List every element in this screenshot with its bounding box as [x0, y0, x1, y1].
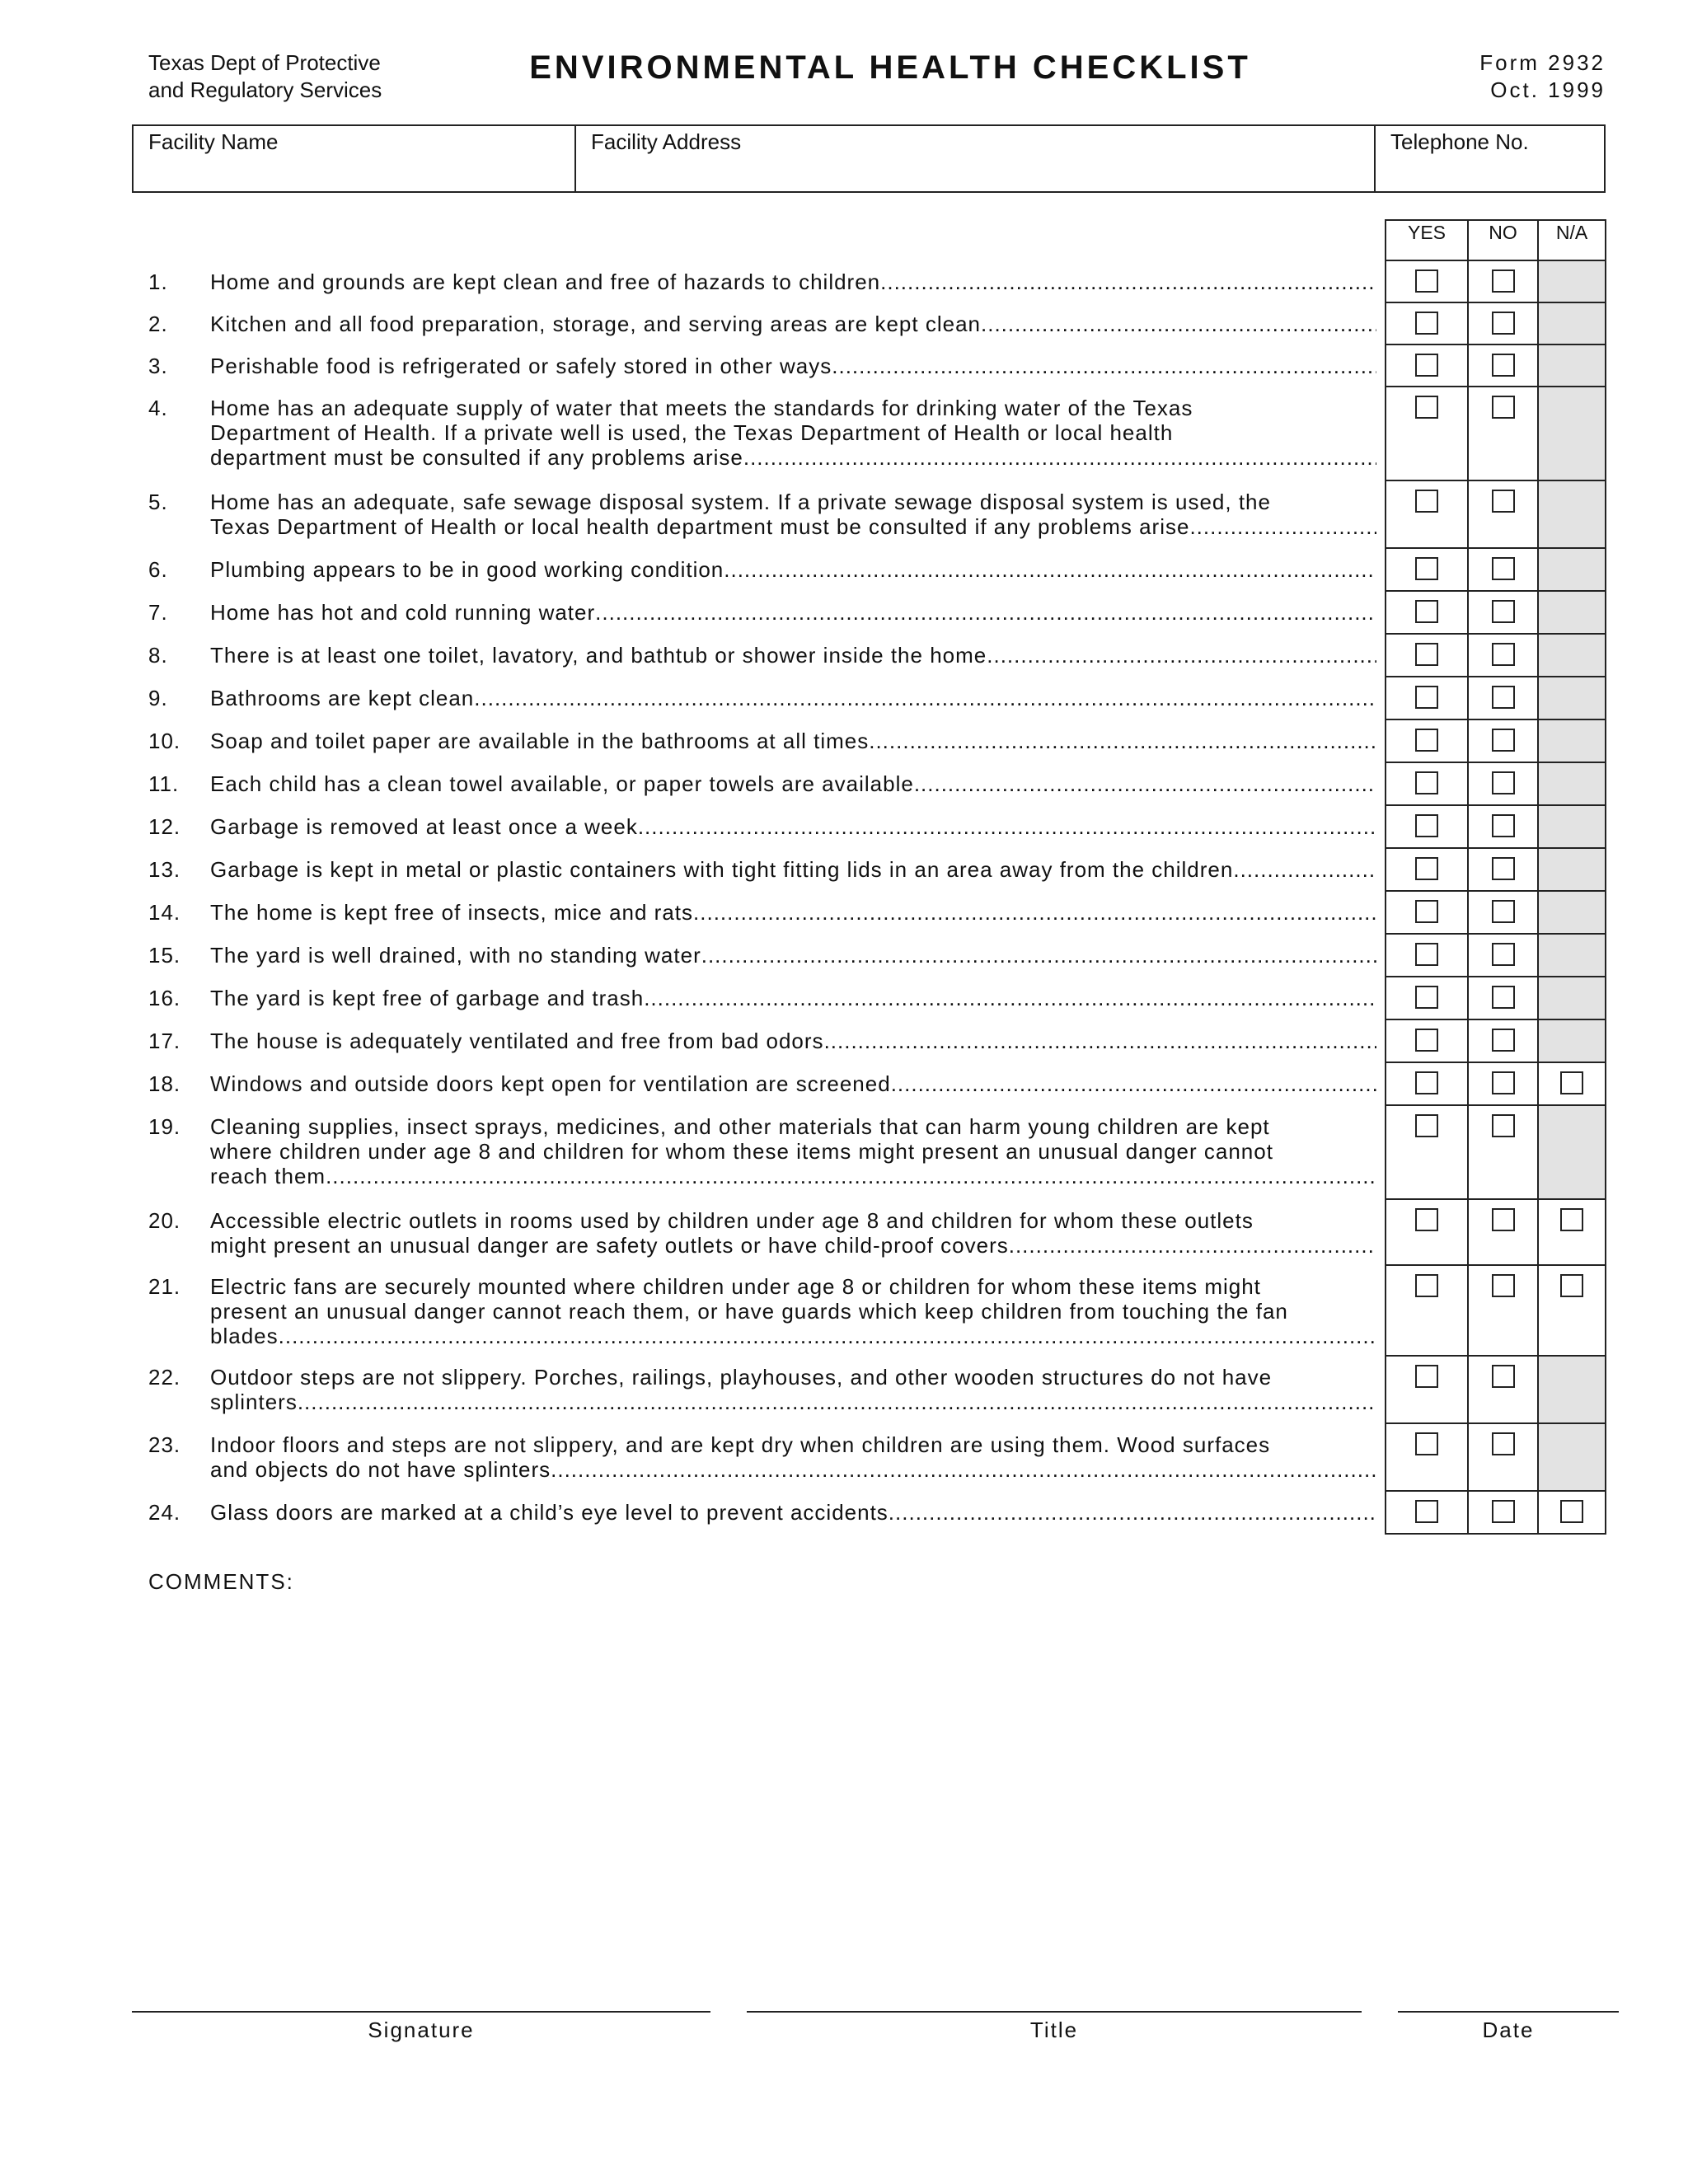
item-number: 22.	[148, 1365, 181, 1390]
item-text-line: Cleaning supplies, insect sprays, medicines, and other materials that can harm young children are kept	[210, 1114, 1270, 1139]
yes-checkbox[interactable]	[1415, 1071, 1438, 1094]
date-line[interactable]	[1398, 2011, 1619, 2043]
item-number: 8.	[148, 643, 168, 668]
item-text-line	[210, 729, 1376, 753]
item-number: 13.	[148, 857, 181, 882]
yes-checkbox[interactable]	[1415, 1432, 1438, 1455]
yes-checkbox[interactable]	[1415, 1365, 1438, 1388]
item-text-content: Soap and toilet paper are available in the bathrooms at all times	[210, 729, 870, 753]
yes-cell	[1385, 345, 1469, 387]
item-text-line	[210, 312, 1376, 336]
item-text-line: Home has an adequate supply of water that meets the standards for drinking water of the Texas	[210, 396, 1193, 420]
item-text-content: The yard is kept free of garbage and trash	[210, 986, 645, 1010]
no-checkbox[interactable]	[1492, 312, 1515, 335]
item-number: 17.	[148, 1029, 181, 1053]
na-checkbox[interactable]	[1560, 1274, 1583, 1297]
no-cell	[1467, 481, 1539, 549]
item-number: 14.	[148, 900, 181, 925]
column-header-na: N/A	[1537, 219, 1606, 261]
na-cell	[1537, 1492, 1606, 1535]
item-text-line	[210, 514, 1376, 539]
yes-checkbox[interactable]	[1415, 943, 1438, 966]
dot-leader	[644, 986, 1376, 1010]
yes-cell	[1385, 635, 1469, 677]
item-text	[210, 986, 1376, 1010]
item-text	[210, 396, 1376, 470]
item-text-line	[210, 771, 1376, 796]
yes-checkbox[interactable]	[1415, 557, 1438, 580]
item-text-line	[210, 1071, 1376, 1096]
item-number: 4.	[148, 396, 168, 420]
item-text-content: Garbage is removed at least once a week	[210, 814, 638, 839]
item-text-line	[210, 686, 1376, 710]
no-cell	[1467, 1106, 1539, 1200]
dot-leader	[595, 600, 1376, 625]
dot-leader	[1189, 514, 1376, 539]
yes-checkbox[interactable]	[1415, 490, 1438, 513]
no-checkbox[interactable]	[1492, 814, 1515, 837]
na-cell	[1537, 1266, 1606, 1357]
item-text-line	[210, 986, 1376, 1010]
item-number: 6.	[148, 557, 168, 582]
na-cell	[1537, 1020, 1606, 1063]
item-text-content: and objects do not have splinters	[210, 1457, 551, 1482]
dot-leader	[1233, 857, 1376, 882]
item-text-content: Bathrooms are kept clean	[210, 686, 475, 710]
item-text-line	[210, 857, 1376, 882]
no-cell	[1467, 261, 1539, 303]
signature-line[interactable]	[132, 2011, 710, 2043]
item-text	[210, 600, 1376, 625]
item-text	[210, 729, 1376, 753]
no-cell	[1467, 303, 1539, 345]
no-checkbox[interactable]	[1492, 1029, 1515, 1052]
yes-checkbox[interactable]	[1415, 814, 1438, 837]
na-cell	[1537, 345, 1606, 387]
item-text	[210, 490, 1376, 539]
item-text	[210, 814, 1376, 839]
item-text-line	[210, 1500, 1376, 1525]
yes-checkbox[interactable]	[1415, 1500, 1438, 1523]
no-checkbox[interactable]	[1492, 269, 1515, 293]
dot-leader	[981, 312, 1376, 336]
dot-leader	[724, 557, 1376, 582]
yes-cell	[1385, 849, 1469, 892]
item-text-line	[210, 269, 1376, 294]
no-checkbox[interactable]	[1492, 557, 1515, 580]
item-text	[210, 1029, 1376, 1053]
na-cell	[1537, 303, 1606, 345]
dot-leader	[326, 1164, 1376, 1188]
title-line[interactable]	[747, 2011, 1362, 2043]
item-text-content: Perishable food is refrigerated or safely stored in other ways	[210, 354, 832, 378]
na-cell	[1537, 977, 1606, 1020]
item-text	[210, 943, 1376, 968]
item-text	[210, 1114, 1376, 1188]
item-text-content: The home is kept free of insects, mice and rats	[210, 900, 694, 925]
item-text	[210, 557, 1376, 582]
dot-leader	[693, 900, 1376, 925]
dot-leader	[832, 354, 1376, 378]
dot-leader	[551, 1457, 1376, 1482]
agency-line-2: and Regulatory Services	[148, 77, 382, 102]
no-checkbox[interactable]	[1492, 986, 1515, 1009]
item-text	[210, 900, 1376, 925]
no-cell	[1467, 1492, 1539, 1535]
dot-leader	[638, 814, 1376, 839]
dot-leader	[824, 1029, 1376, 1053]
yes-cell	[1385, 1424, 1469, 1492]
no-checkbox[interactable]	[1492, 729, 1515, 752]
item-text-content: Home has hot and cold running water	[210, 600, 596, 625]
item-number: 16.	[148, 986, 181, 1010]
item-text-content: Windows and outside doors kept open for ventilation are screened	[210, 1071, 891, 1096]
yes-checkbox[interactable]	[1415, 643, 1438, 666]
item-text	[210, 354, 1376, 378]
item-text	[210, 643, 1376, 668]
na-cell	[1537, 763, 1606, 806]
item-number: 12.	[148, 814, 181, 839]
yes-checkbox[interactable]	[1415, 1274, 1438, 1297]
no-cell	[1467, 1063, 1539, 1106]
na-cell	[1537, 1200, 1606, 1266]
dot-leader	[889, 1500, 1376, 1525]
item-number: 1.	[148, 269, 168, 294]
item-number: 9.	[148, 686, 168, 710]
item-number: 19.	[148, 1114, 181, 1139]
yes-cell	[1385, 763, 1469, 806]
form-number: Form 2932	[1479, 50, 1606, 75]
no-checkbox[interactable]	[1492, 1274, 1515, 1297]
yes-cell	[1385, 1106, 1469, 1200]
form-date: Oct. 1999	[1490, 77, 1606, 102]
no-cell	[1467, 849, 1539, 892]
item-number: 3.	[148, 354, 168, 378]
no-cell	[1467, 635, 1539, 677]
yes-cell	[1385, 481, 1469, 549]
item-text-line	[210, 1233, 1376, 1258]
item-text-content: Home and grounds are kept clean and free of hazards to children	[210, 269, 881, 294]
item-text	[210, 312, 1376, 336]
na-cell	[1537, 806, 1606, 849]
na-cell	[1537, 677, 1606, 720]
dot-leader	[279, 1324, 1376, 1348]
item-text-content: Texas Department of Health or local health department must be consulted if any problems arise	[210, 514, 1190, 539]
item-number: 2.	[148, 312, 168, 336]
dot-leader	[743, 445, 1376, 470]
yes-checkbox[interactable]	[1415, 900, 1438, 923]
yes-cell	[1385, 549, 1469, 592]
item-number: 7.	[148, 600, 168, 625]
yes-checkbox[interactable]	[1415, 1208, 1438, 1231]
comments-label: COMMENTS:	[148, 1569, 294, 1594]
yes-cell	[1385, 720, 1469, 763]
yes-cell	[1385, 806, 1469, 849]
item-text-line	[210, 1390, 1376, 1414]
na-cell	[1537, 549, 1606, 592]
item-text	[210, 1274, 1376, 1348]
yes-cell	[1385, 1492, 1469, 1535]
no-cell	[1467, 1424, 1539, 1492]
item-text	[210, 1208, 1376, 1258]
na-cell	[1537, 1106, 1606, 1200]
item-text	[210, 771, 1376, 796]
item-text-content: Each child has a clean towel available, or paper towels are available	[210, 771, 914, 796]
yes-checkbox[interactable]	[1415, 729, 1438, 752]
yes-checkbox[interactable]	[1415, 354, 1438, 377]
item-text-line	[210, 354, 1376, 378]
na-cell	[1537, 387, 1606, 481]
no-checkbox[interactable]	[1492, 686, 1515, 709]
yes-checkbox[interactable]	[1415, 396, 1438, 419]
item-text-line	[210, 1029, 1376, 1053]
yes-cell	[1385, 1357, 1469, 1424]
item-number: 11.	[148, 771, 180, 796]
no-cell	[1467, 977, 1539, 1020]
na-checkbox[interactable]	[1560, 1071, 1583, 1094]
no-cell	[1467, 1357, 1539, 1424]
na-cell	[1537, 481, 1606, 549]
no-cell	[1467, 935, 1539, 977]
item-text-content: Kitchen and all food preparation, storage, and serving areas are kept clean	[210, 312, 981, 336]
item-number: 23.	[148, 1432, 181, 1457]
yes-checkbox[interactable]	[1415, 312, 1438, 335]
dot-leader	[1009, 1233, 1376, 1258]
item-text-line	[210, 814, 1376, 839]
item-text-content: The house is adequately ventilated and free from bad odors	[210, 1029, 824, 1053]
na-cell	[1537, 592, 1606, 635]
yes-checkbox[interactable]	[1415, 1029, 1438, 1052]
yes-cell	[1385, 261, 1469, 303]
item-text	[210, 686, 1376, 710]
item-text	[210, 1071, 1376, 1096]
signature-label: Signature	[368, 2018, 475, 2042]
agency-line-1: Texas Dept of Protective	[148, 50, 381, 75]
yes-checkbox[interactable]	[1415, 686, 1438, 709]
dot-leader	[914, 771, 1376, 796]
item-text-content: might present an unusual danger are safety outlets or have child-proof covers	[210, 1233, 1009, 1258]
na-cell	[1537, 1424, 1606, 1492]
yes-cell	[1385, 387, 1469, 481]
na-cell	[1537, 892, 1606, 935]
na-cell	[1537, 635, 1606, 677]
no-checkbox[interactable]	[1492, 900, 1515, 923]
item-text-line: Electric fans are securely mounted where children under age 8 or children for whom these items might	[210, 1274, 1261, 1299]
item-text	[210, 269, 1376, 294]
no-checkbox[interactable]	[1492, 1114, 1515, 1137]
no-checkbox[interactable]	[1492, 1071, 1515, 1094]
yes-cell	[1385, 677, 1469, 720]
na-cell	[1537, 1063, 1606, 1106]
no-checkbox[interactable]	[1492, 600, 1515, 623]
yes-checkbox[interactable]	[1415, 986, 1438, 1009]
item-text-line	[210, 643, 1376, 668]
item-text-content: Plumbing appears to be in good working condition	[210, 557, 724, 582]
dot-leader	[701, 943, 1376, 968]
yes-cell	[1385, 977, 1469, 1020]
item-number: 15.	[148, 943, 181, 968]
item-text-line	[210, 1457, 1376, 1482]
item-text	[210, 1432, 1376, 1482]
no-cell	[1467, 720, 1539, 763]
no-checkbox[interactable]	[1492, 943, 1515, 966]
item-text-content: Garbage is kept in metal or plastic containers with tight fitting lids in an area away from the children	[210, 857, 1234, 882]
item-text-content: There is at least one toilet, lavatory, and bathtub or shower inside the home	[210, 643, 987, 668]
yes-cell	[1385, 303, 1469, 345]
item-text-line	[210, 943, 1376, 968]
facility-address-label: Facility Address	[591, 129, 742, 154]
no-cell	[1467, 592, 1539, 635]
na-cell	[1537, 935, 1606, 977]
item-text-line	[210, 600, 1376, 625]
yes-checkbox[interactable]	[1415, 771, 1438, 794]
no-cell	[1467, 806, 1539, 849]
facility-name-label: Facility Name	[148, 129, 279, 154]
na-cell	[1537, 261, 1606, 303]
no-checkbox[interactable]	[1492, 396, 1515, 419]
item-text	[210, 1500, 1376, 1525]
column-header-no: NO	[1467, 219, 1539, 261]
na-checkbox[interactable]	[1560, 1500, 1583, 1523]
yes-cell	[1385, 892, 1469, 935]
item-text-content: splinters	[210, 1390, 298, 1414]
item-text	[210, 1365, 1376, 1414]
item-text-line: Department of Health. If a private well is used, the Texas Department of Health or local health	[210, 420, 1174, 445]
item-text-line: where children under age 8 and children for whom these items might present an unusual danger cannot	[210, 1139, 1273, 1164]
item-text-line: Home has an adequate, safe sewage disposal system. If a private sewage disposal system is used, the	[210, 490, 1271, 514]
no-checkbox[interactable]	[1492, 490, 1515, 513]
item-text-line: Accessible electric outlets in rooms used by children under age 8 and children for whom these outlets	[210, 1208, 1254, 1233]
no-cell	[1467, 387, 1539, 481]
na-cell	[1537, 1357, 1606, 1424]
dot-leader	[869, 729, 1376, 753]
no-cell	[1467, 892, 1539, 935]
item-text-line: Indoor floors and steps are not slippery, and are kept dry when children are using them. Wood surfaces	[210, 1432, 1271, 1457]
no-checkbox[interactable]	[1492, 1500, 1515, 1523]
no-cell	[1467, 763, 1539, 806]
yes-cell	[1385, 592, 1469, 635]
item-number: 18.	[148, 1071, 181, 1096]
no-checkbox[interactable]	[1492, 1208, 1515, 1231]
form-title: ENVIRONMENTAL HEALTH CHECKLIST	[529, 49, 1251, 86]
item-text-line: Outdoor steps are not slippery. Porches, railings, playhouses, and other wooden structures do not have	[210, 1365, 1273, 1390]
yes-cell	[1385, 1020, 1469, 1063]
item-text-line	[210, 900, 1376, 925]
item-text-line	[210, 1324, 1376, 1348]
na-cell	[1537, 720, 1606, 763]
item-text	[210, 857, 1376, 882]
dot-leader	[880, 269, 1376, 294]
item-number: 21.	[148, 1274, 181, 1299]
item-text-line	[210, 445, 1376, 470]
item-text-content: reach them	[210, 1164, 326, 1188]
yes-checkbox[interactable]	[1415, 269, 1438, 293]
item-number: 24.	[148, 1500, 181, 1525]
telephone-label: Telephone No.	[1390, 129, 1529, 154]
yes-checkbox[interactable]	[1415, 857, 1438, 880]
yes-checkbox[interactable]	[1415, 600, 1438, 623]
item-text-line: present an unusual danger cannot reach them, or have guards which keep children from touching the fan	[210, 1299, 1288, 1324]
no-cell	[1467, 1266, 1539, 1357]
no-checkbox[interactable]	[1492, 857, 1515, 880]
item-number: 20.	[148, 1208, 181, 1233]
dot-leader	[298, 1390, 1376, 1414]
no-checkbox[interactable]	[1492, 354, 1515, 377]
dot-leader	[891, 1071, 1376, 1096]
no-checkbox[interactable]	[1492, 643, 1515, 666]
item-text-content: blades	[210, 1324, 279, 1348]
no-checkbox[interactable]	[1492, 1365, 1515, 1388]
item-text-line	[210, 557, 1376, 582]
title-label: Title	[1029, 2018, 1079, 2042]
no-cell	[1467, 1200, 1539, 1266]
item-text-content: Glass doors are marked at a child’s eye level to prevent accidents	[210, 1500, 889, 1525]
no-checkbox[interactable]	[1492, 771, 1515, 794]
item-text-line	[210, 1164, 1376, 1188]
na-checkbox[interactable]	[1560, 1208, 1583, 1231]
na-cell	[1537, 849, 1606, 892]
item-number: 5.	[148, 490, 168, 514]
item-text-content: The yard is well drained, with no standing water	[210, 943, 701, 968]
date-label: Date	[1482, 2018, 1535, 2042]
item-text-content: department must be consulted if any problems arise	[210, 445, 743, 470]
no-cell	[1467, 1020, 1539, 1063]
dot-leader	[987, 643, 1376, 668]
item-number: 10.	[148, 729, 181, 753]
yes-cell	[1385, 1266, 1469, 1357]
yes-checkbox[interactable]	[1415, 1114, 1438, 1137]
no-cell	[1467, 345, 1539, 387]
no-cell	[1467, 549, 1539, 592]
dot-leader	[474, 686, 1376, 710]
yes-cell	[1385, 935, 1469, 977]
no-checkbox[interactable]	[1492, 1432, 1515, 1455]
column-header-yes: YES	[1385, 219, 1469, 261]
no-cell	[1467, 677, 1539, 720]
yes-cell	[1385, 1063, 1469, 1106]
yes-cell	[1385, 1200, 1469, 1266]
